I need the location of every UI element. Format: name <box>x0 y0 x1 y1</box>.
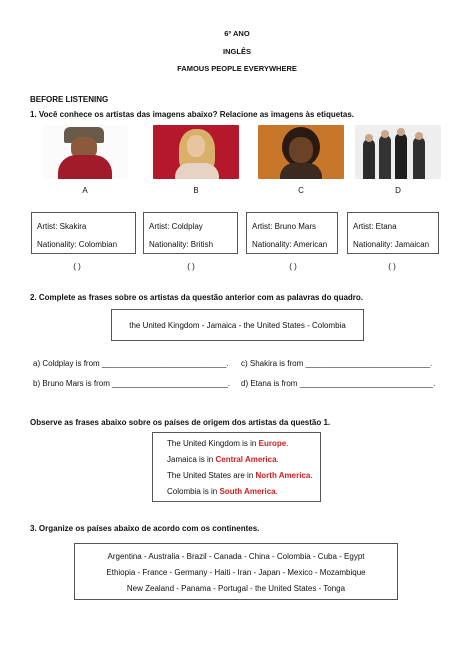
card-artist: Artist: Skakira <box>37 222 87 231</box>
card-nationality: Nationality: Colombian <box>37 240 118 249</box>
countries-row-2: Ethiopia - France - Germany - Haiti - Iran - Japan - Mexico - Mozambique <box>106 568 366 577</box>
answer-blank-2[interactable]: ( ) <box>187 262 195 271</box>
line-end: . <box>310 471 313 480</box>
photo-c <box>258 125 344 179</box>
line-end: . <box>286 439 289 448</box>
continent-europe: Europe <box>258 439 287 448</box>
before-listening-heading: BEFORE LISTENING <box>30 95 109 104</box>
letter-a: A <box>82 186 88 195</box>
letter-d: D <box>395 186 401 195</box>
photo-d <box>355 125 441 179</box>
countries-row-3: New Zealand - Panama - Portugal - the United States - Tonga <box>126 584 346 593</box>
countries-row-1: Argentina - Australia - Brazil - Canada - China - Colombia - Cuba - Egypt <box>107 552 365 561</box>
sentence-c[interactable]: c) Shakira is from ____________________________. <box>241 359 433 368</box>
line-end: . <box>275 487 278 496</box>
line-end: . <box>276 455 279 464</box>
continent-south-america: South America <box>219 487 276 496</box>
sentence-d[interactable]: d) Etana is from ______________________________. <box>241 379 436 388</box>
card-artist: Artist: Bruno Mars <box>252 222 317 231</box>
word-box <box>111 309 364 341</box>
card-artist: Artist: Etana <box>353 222 397 231</box>
observe-instruction: Observe as frases abaixo sobre os países de origem dos artistas da questão 1. <box>30 418 331 427</box>
continent-north-america: North America <box>255 471 311 480</box>
letter-c: C <box>298 186 304 195</box>
letter-b: B <box>193 186 199 195</box>
countries-box <box>74 543 398 600</box>
artist-card-etana <box>347 212 439 254</box>
line-text: The United States are in <box>167 471 256 480</box>
photo-b <box>153 125 239 179</box>
topic-title: FAMOUS PEOPLE EVERYWHERE <box>177 64 297 73</box>
card-artist: Artist: Coldplay <box>149 222 203 231</box>
question-3: 3. Organize os países abaixo de acordo com os continentes. <box>30 524 260 533</box>
question-1: 1. Você conhece os artistas das imagens abaixo? Relacione as imagens às etiquetas. <box>30 110 354 119</box>
observe-line-jamaica <box>167 455 279 464</box>
line-text: Jamaica is in <box>167 455 216 464</box>
artist-card-bruno-mars <box>246 212 338 254</box>
card-nationality: Nationality: Jamaican <box>353 240 430 249</box>
photo-a <box>42 125 128 179</box>
continent-central-america: Central America <box>215 455 277 464</box>
answer-blank-4[interactable]: ( ) <box>388 262 396 271</box>
observe-line-colombia <box>167 487 278 496</box>
card-nationality: Nationality: American <box>252 240 328 249</box>
observe-line-uk <box>167 439 288 448</box>
answer-blank-1[interactable]: ( ) <box>73 262 81 271</box>
artist-card-skakira <box>31 212 136 254</box>
line-text: Colombia is in <box>167 487 220 496</box>
word-box-text: the United Kingdom - Jamaica - the United States - Colombia <box>129 321 346 330</box>
observe-line-us <box>167 471 313 480</box>
line-text: The United Kingdom is in <box>167 439 259 448</box>
question-2: 2. Complete as frases sobre os artistas da questão anterior com as palavras do quadro. <box>30 293 364 302</box>
sentence-b[interactable]: b) Bruno Mars is from __________________________. <box>33 379 231 388</box>
grade-title: 6º ANO <box>224 29 250 38</box>
card-nationality: Nationality: British <box>149 240 214 249</box>
artist-card-coldplay <box>143 212 238 254</box>
answer-blank-3[interactable]: ( ) <box>289 262 297 271</box>
subject-title: INGLÊS <box>223 47 251 56</box>
sentence-a[interactable]: a) Coldplay is from ____________________________. <box>33 359 229 368</box>
